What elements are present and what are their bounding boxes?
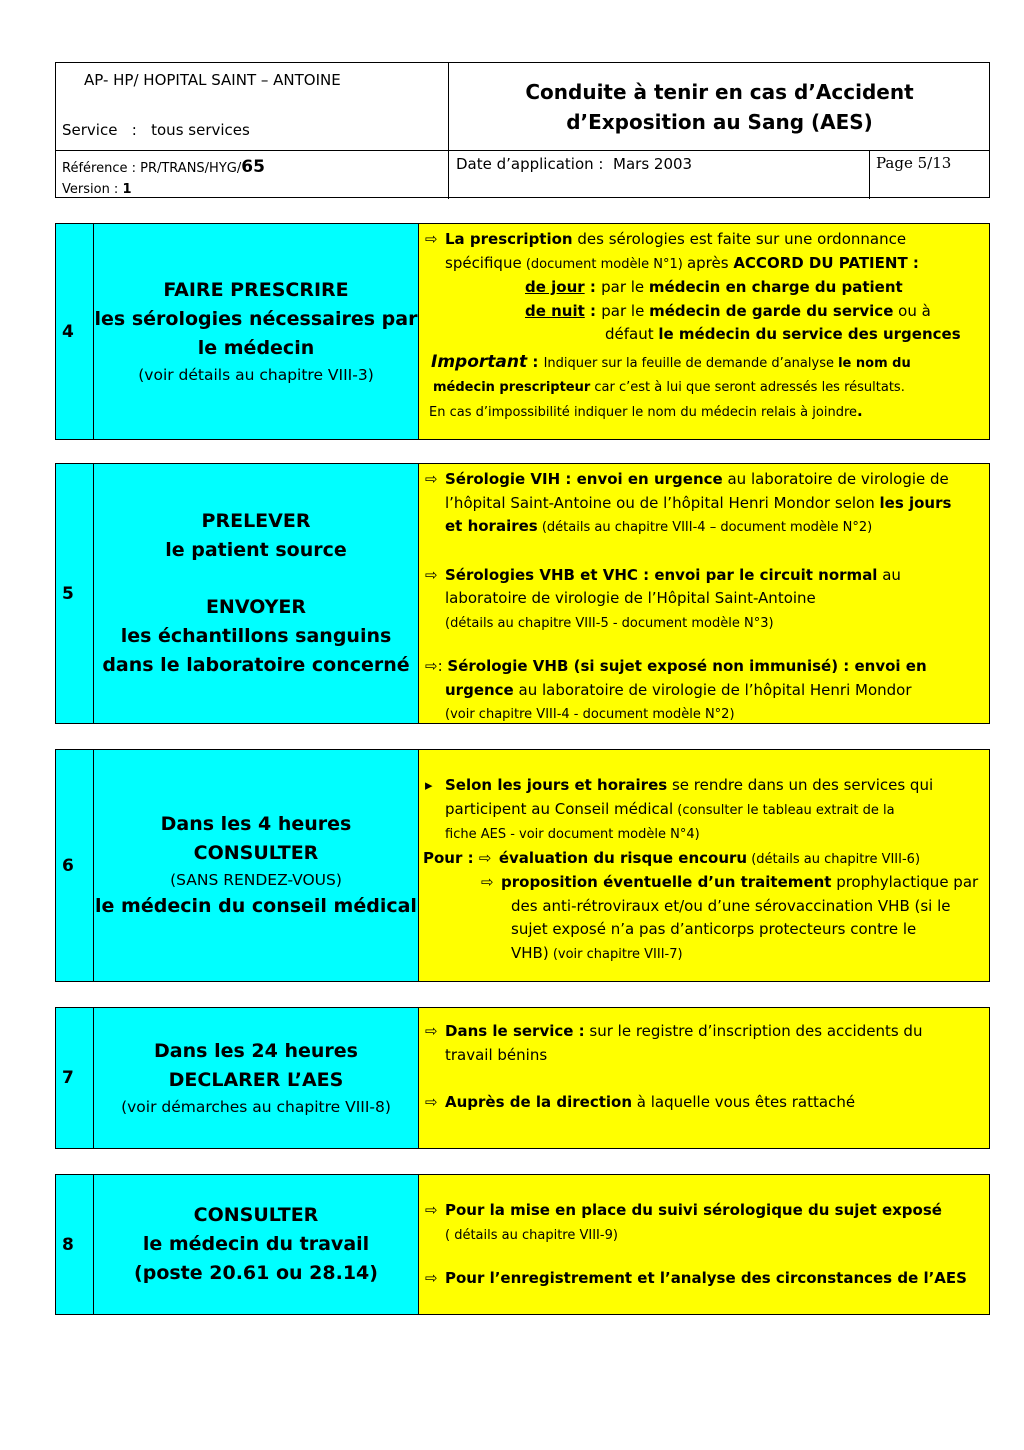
service-line: Service : tous services <box>62 121 250 139</box>
document-title: Conduite à tenir en cas d’Accident d’Exposition au Sang (AES) <box>525 80 914 134</box>
step-details: ⇨ Dans le service : sur le registre d’inscription des accidents du travail bénins ⇨ Auprès de la direction à laquelle vous êtes rattaché <box>419 1008 989 1148</box>
step-title: FAIRE PRESCRIRE les sérologies nécessaires par le médecin (voir détails au chapitre VIII-3) <box>94 224 419 439</box>
page-number: Page 5/13 <box>876 154 952 172</box>
step-7 <box>55 1007 990 1149</box>
hollow-arrow-icon: ⇨ <box>478 848 492 867</box>
step-8 <box>55 1174 990 1315</box>
reference: Référence : PR/TRANS/HYG/65 <box>62 157 265 177</box>
hollow-arrow-icon: ⇨ <box>425 470 438 488</box>
step-details: ⇨ Pour la mise en place du suivi sérologique du sujet exposé ( détails au chapitre VIII-9) ⇨ Pour l’enregistrement et l’analyse des circonstances de l’AES <box>419 1175 989 1314</box>
document-header <box>55 62 990 198</box>
step-title: PRELEVER le patient source ENVOYER les échantillons sanguins dans le laboratoire concerné <box>94 464 419 723</box>
step-title: Dans les 24 heures DECLARER L’AES (voir démarches au chapitre VIII-8) <box>94 1008 419 1148</box>
step-5 <box>55 463 990 724</box>
hollow-arrow-icon: ⇨ <box>425 657 438 675</box>
hollow-arrow-icon: ⇨ <box>425 1093 438 1111</box>
step-number: 4 <box>56 224 94 439</box>
step-details: ▸ Selon les jours et horaires se rendre dans un des services qui participent au Conseil médical (consulter le tableau extrait de la fiche AES - voir document modèle N°4) Pour : ⇨ évaluation du risque encouru (détails au chapitre VIII-6) ⇨ proposition éventuelle d’un traitement prophylactique par des anti-rétroviraux et/ou d’une sérovaccination VHB (si le sujet exposé n’a pas d’anticorps protecteurs contre le VHB) (voir chapitre VIII-7) <box>419 750 989 981</box>
step-details: ⇨ Sérologie VIH : envoi en urgence au laboratoire de virologie de l’hôpital Saint-Antoine ou de l’hôpital Henri Mondor selon les jours et horaires (détails au chapitre VIII-4 – document modèle N°2) ⇨ Sérologies VHB et VHC : envoi par le circuit normal au laboratoire de virologie de l’Hôpital Saint-Antoine (détails au chapitre VIII-5 - document modèle N°3) ⇨: Sérologie VHB (si sujet exposé non immunisé) : envoi en urgence au laboratoire de virologie de l’hôpital Henri Mondor (voir chapitre VIII-4 - document modèle N°2) <box>419 464 989 723</box>
step-number: 6 <box>56 750 94 981</box>
hollow-arrow-icon: ⇨ <box>425 1201 438 1219</box>
step-number: 5 <box>56 464 94 723</box>
triangle-bullet-icon: ▸ <box>425 776 433 794</box>
step-4 <box>55 223 990 440</box>
step-number: 7 <box>56 1008 94 1148</box>
hollow-arrow-icon: ⇨ <box>425 230 438 248</box>
org-name: AP- HP/ HOPITAL SAINT – ANTOINE <box>84 71 341 89</box>
hollow-arrow-icon: ⇨ <box>481 873 494 891</box>
hollow-arrow-icon: ⇨ <box>425 1269 438 1287</box>
step-details: ⇨ La prescription des sérologies est faite sur une ordonnance spécifique (document modèle N°1) après ACCORD DU PATIENT : de jour : par le médecin en charge du patient de nuit : par le médecin de garde du service ou à défaut le médecin du service des urgences Important : Indiquer sur la feuille de demande d’analyse le nom du médecin prescripteur car c’est à lui que seront adressés les résultats. En cas d’impossibilité indiquer le nom du médecin relais à joindre. <box>419 224 989 439</box>
hollow-arrow-icon: ⇨ <box>425 1022 438 1040</box>
step-title: Dans les 4 heures CONSULTER (SANS RENDEZ-VOUS) le médecin du conseil médical <box>94 750 419 981</box>
step-number: 8 <box>56 1175 94 1314</box>
step-title: CONSULTER le médecin du travail (poste 20.61 ou 28.14) <box>94 1175 419 1314</box>
hollow-arrow-icon: ⇨ <box>425 565 438 584</box>
step-6 <box>55 749 990 982</box>
version: Version : 1 <box>62 182 132 197</box>
date-application: Date d’application : Mars 2003 <box>456 155 693 173</box>
